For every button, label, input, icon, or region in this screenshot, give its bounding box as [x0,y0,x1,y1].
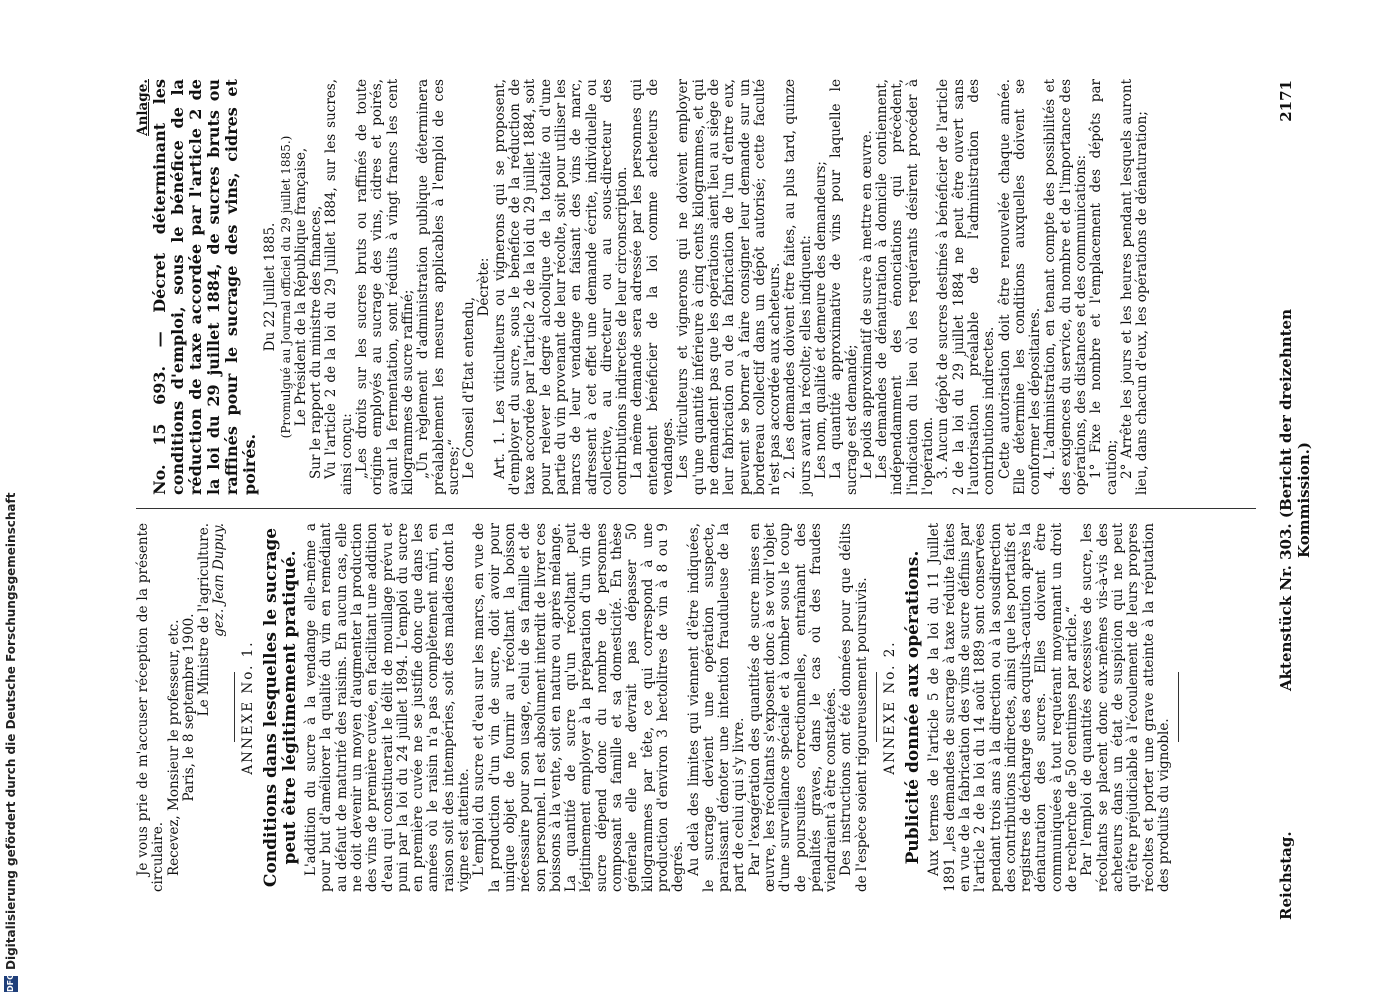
dateline: Paris, le 8 septembre 1900. [180,613,197,802]
president: Le Président de la République française, [292,147,309,427]
annex-label: Anlage. [135,79,151,136]
paragraph: Les nom, qualité et demeure des demandeurs; [812,161,829,479]
paragraph: 2° Arrête les jours et les heures pendant lesquels auront lieu, dans chacun d'eux, les opérations de dénaturation; [1118,79,1151,495]
paragraph: La quantité approximative de vins pour laquelle le sucrage est demandé; [828,79,860,495]
paragraph: Cette autorisation doit être renouvelée chaque année. Elle détermine les conditions auxquelles doivent se conformer les dépositaires. [996,79,1044,495]
paragraph: Je vous prie de m'accuser réception de la présente circulaire. [135,523,167,892]
promulgation: (Promulgué au Journal officiel du 29 juillet 1885.) [278,135,293,439]
left-column [136,523,1264,892]
paragraph: Au delà des limites qui viennent d'être indiquées, le sucrage devient une opération suspecte, paraissant dénoter une intention frauduleuse de la part de celui qui s'y livre. [685,523,748,892]
header-left: Reichstag. [1277,831,1295,920]
article: 2. Les demandes doivent être faites, au plus tard, quinze jours avant la récolte; elles indiquent: [782,79,814,495]
column-separator [136,508,1256,509]
article: Art. 1. Les viticulteurs ou vignerons qui se proposent, d'employer du sucre, sous le bénéfice de la réduction de taxe accordée par l'article 2 de la loi du 29 juillet 1884, soit pour relever le degré alcoolique de la totalité ou d'une partie du vin provenant de leur récolte, soit pour utiliser les marcs de leur vendange en faisant des vins de marc, adressent à cet effet une demande écrite, individuelle ou collective, au directeur ou au sous-directeur des contributions indirectes de leur circonscription. [491,79,631,495]
paragraph: Par l'exagération des quantités de sucre mises en œuvre, les récoltants s'exposent donc à se voir l'objet d'une surveillance spéciale et à tomber sous le coup de poursuites correctionnelles, entraînant des pénalités graves, dans le cas où des fraudes viendraient à être constatées. [746,523,840,892]
annex2-title: Publicité donnée aux opérations. [903,550,924,865]
annex1-label: ANNEXE No. 1. [239,640,256,775]
paragraph: La même demande sera adressée par les personnes qui entendent bénéficier de la loi comme acheteurs de vendanges. [629,79,677,495]
digitization-credit [4,2,20,992]
paragraph: Le Conseil d'Etat entendu, [461,296,478,479]
credit-text: Digitalisierung gefördert durch die Deutsche Forschungsgemeinschaft [4,492,18,970]
minister: Le Ministre de l'agriculture. [196,523,213,717]
paragraph: Les viticulteurs et vignerons qui ne doivent employer qu'une quantité inférieure à cinq cents kilogrammes, et qui ne demandent pas que les opérations aient lieu au siège de leur fabrication ou de la fabrication de l'un d'entre eux, peuvent se borner à faire consigner leur demande sur un bordereau collectif dans un dépôt autorisé; cette faculté n'est pas accordée aux acheteurs. [675,79,784,495]
paragraph: Recevez, Monsieur le professeur, etc. [165,619,182,876]
divider [876,673,877,743]
header-center: Aktenstück Nr. 303. (Bericht der dreizehnten Kommission.) [1277,308,1313,692]
paragraph: Les demandes de dénaturation à domicile contiennent, indépendamment des énonciations qui précèdent, l'indication du lieu où les requérants désirent procéder à l'opération. [874,79,937,495]
divider [1178,673,1179,743]
right-column [136,79,1264,495]
annex2-label: ANNEXE No. 2. [882,640,899,775]
paragraph: 1° Fixe le nombre et l'emplacement des dépôts par caution; [1088,79,1120,495]
paragraph: Aux termes de l'article 5 de la loi du 11 Juillet 1891 „les demandes de sucrage à taxe réduite faites en vue de la fabrication des vins de sucre définis par l'article 2 de la loi du 14 août 1889 sont conservées pendant trois ans à la direction ou à la sousdirection des contributions indirectes, ainsi que les portatifs et registres de décharge des acquits-à-caution après la dénaturation des sucres. Elles doivent être communiquées à tout requérant moyennant un droit de recherche de 50 centimes par article.“ [926,523,1081,892]
paragraph: „Les droits sur les sucres bruts ou raffinés de toute origine employés au sucrage des vins, cidres et poirés, avant la fermentation, sont réduits à vingt francs les cent kilogrammes de sucre raffiné; [354,79,416,495]
decree-title: No. 15 693. — Décret déterminant les conditions d'emploi, sous le bénéfice de la réduction de taxe accordée par l'article 2 de la loi du 29 juillet 1884, de sucres bruts ou raffinés pour le sucrage des vins, cidres et poirés. [150,79,260,495]
paragraph: L'emploi du sucre et d'eau sur les marcs, en vue de la production d'un vin de sucre, doit avoir pour unique objet de fournir au récoltant la boisson nécessaire pour son usage, celui de sa famille et de son personnel. Il est absolument interdit de livrer ces boissons à la vente, soit en nature ou après mélange. La quantité de sucre qu'un récoltant peut légitimement employer à la préparation d'un vin de sucre dépend donc du nombre de personnes composant sa famille et sa domesticité. En thèse générale elle ne devrait pas dépasser 50 kilogrammes par tête, ce qui correspond à une production d'environ 3 hectolitres de vin à 8 ou 9 degrés. [471,523,687,892]
decrete: Décrète: [476,257,493,317]
divider [234,673,235,743]
paragraph: Par l'emploi de quantités excessives de sucre, les récoltants se placent donc eux-mêmes vis-à-vis des acheteurs dans un état de suspicion qui ne peut qu'être préjudiciable à l'écoulement de leurs propres récoltes et porter une grave atteinte à la réputation des produits du vignoble. [1079,523,1172,892]
article: 4. L'administration, en tenant compte des possibilités et des exigences du service, du nombre et de l'importance des opérations, des distances et des communications: [1042,79,1090,495]
paragraph: L'addition du sucre à la vendange elle-même a pour but d'améliorer la qualité du vin en remédiant au défaut de maturité des raisins. En aucun cas, elle ne doit devenir un moyen d'augmenter la production des vins de première cuvée, en facilitant une addition d'eau qui constituerait le délit de mouillage prévu et puni par la loi du 24 juillet 1894. L'emploi du sucre en première cuvée ne se justifie donc que dans les années où le raisin n'a pas complètement mûri, en raison soit des intempéries, soit des maladies dont la vigne est atteinte. [303,523,473,892]
paragraph: Des instructions ont été données pour que délits de l'espèce soient rigoureusement poursuivis. [838,523,870,892]
paragraph: Le poids approximatif de sucre à mettre en œuvre. [858,130,875,479]
signature: gez. Jean Dupuy. [211,523,228,637]
paragraph: Sur le rapport du ministre des finances, [308,205,325,479]
paragraph: „Un règlement d'administration publique déterminera préalablement les mesures applicables à l'emploi de ces sucres;“ [415,79,462,495]
paragraph: Vu l'article 2 de la loi du 29 Juillet 1884, sur les sucres, ainsi conçu: [323,79,355,495]
dfg-logo-icon: DFG [4,976,18,992]
page-header [1265,80,1313,920]
decree-date: Du 22 Juillet 1885. [262,222,279,352]
annex1-title: Conditions dans lesquelles le sucrage peut être légitimement pratiqué. [261,527,301,888]
page-number: 2171 [1277,80,1295,122]
article: 3. Aucun dépôt de sucres destinés à bénéficier de l'article 2 de la loi du 29 juillet 1884 ne peut être ouvert sans l'autorisation préalable de l'administration des contributions indirectes. [935,79,998,495]
